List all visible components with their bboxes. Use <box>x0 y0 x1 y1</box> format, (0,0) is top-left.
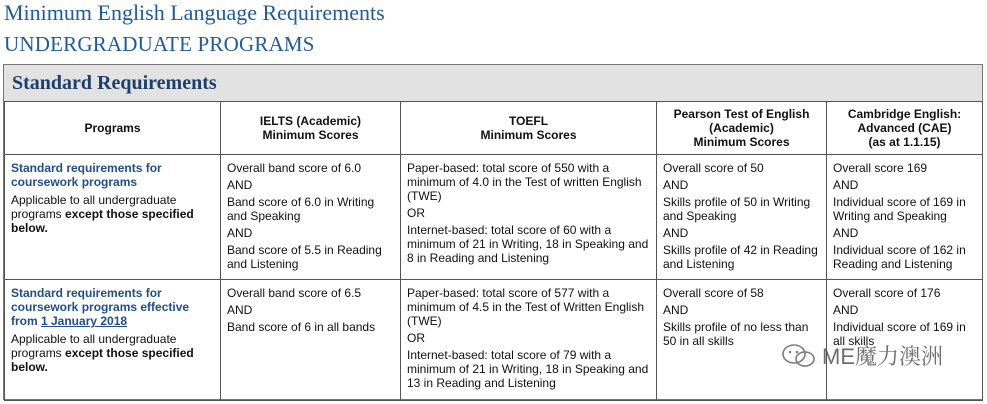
header-ielts: IELTS (Academic) Minimum Scores <box>221 102 401 155</box>
program-cell <box>5 155 221 280</box>
toefl-cell: Paper-based: total score of 550 with a minimum of 4.0 in the Test of written English (TWE) OR Internet-based: total score of 60 with a minimum of 21 in Writing, 18 in Speaking and 8 in Reading and Listening <box>401 155 657 280</box>
watermark-text: ME魔力澳洲 <box>822 344 944 369</box>
cae-cell: Overall score 169 AND Individual score of 169 in Writing and Speaking AND Individual score of 162 in Reading and Listening <box>827 155 983 280</box>
pte-cell: Overall score of 50 AND Skills profile of 50 in Writing and Speaking AND Skills profile of 42 in Reading and Listening <box>657 155 827 280</box>
ielts-cell: Overall band score of 6.0 AND Band score of 6.0 in Writing and Speaking AND Band score of 5.5 in Reading and Listening <box>221 155 401 280</box>
table-header-row <box>5 102 983 155</box>
program-cell <box>5 280 221 401</box>
header-cae: Cambridge English: Advanced (CAE) (as at 1.1.15) <box>827 102 983 155</box>
header-toefl: TOEFL Minimum Scores <box>401 102 657 155</box>
chat-bubbles-icon <box>782 343 816 369</box>
program-description: Applicable to all undergraduate programs except those specified below. <box>11 332 194 374</box>
ielts-cell: Overall band score of 6.5 AND Band score of 6 in all bands <box>221 280 401 401</box>
page-title: Minimum English Language Requirements <box>4 0 385 25</box>
page-subtitle: UNDERGRADUATE PROGRAMS <box>4 32 315 56</box>
section-header-bar <box>4 65 982 102</box>
table-row <box>5 155 983 280</box>
pte-cell: Overall score of 58 AND Skills profile of no less than 50 in all skills <box>657 280 827 401</box>
toefl-cell: Paper-based: total score of 577 with a minimum of 4.5 in the Test of Written English (TWE) OR Internet-based: total score of 79 with a minimum of 21 in Writing, 18 in Speaking and 13 in Reading and Listening <box>401 280 657 401</box>
program-title: Standard requirements for coursework programs effective from 1 January 2018 <box>11 286 190 328</box>
program-description: Applicable to all undergraduate programs except those specified below. <box>11 193 194 235</box>
header-pte: Pearson Test of English (Academic) Minimum Scores <box>657 102 827 155</box>
program-title: Standard requirements for coursework programs <box>11 161 162 189</box>
effective-date-link[interactable]: 1 January 2018 <box>41 314 128 328</box>
cae-cell: Overall score of 176 AND Individual score of 169 in all skills <box>827 280 983 401</box>
header-programs: Programs <box>5 102 221 155</box>
watermark <box>782 340 943 371</box>
section-heading: Standard Requirements <box>12 72 217 94</box>
